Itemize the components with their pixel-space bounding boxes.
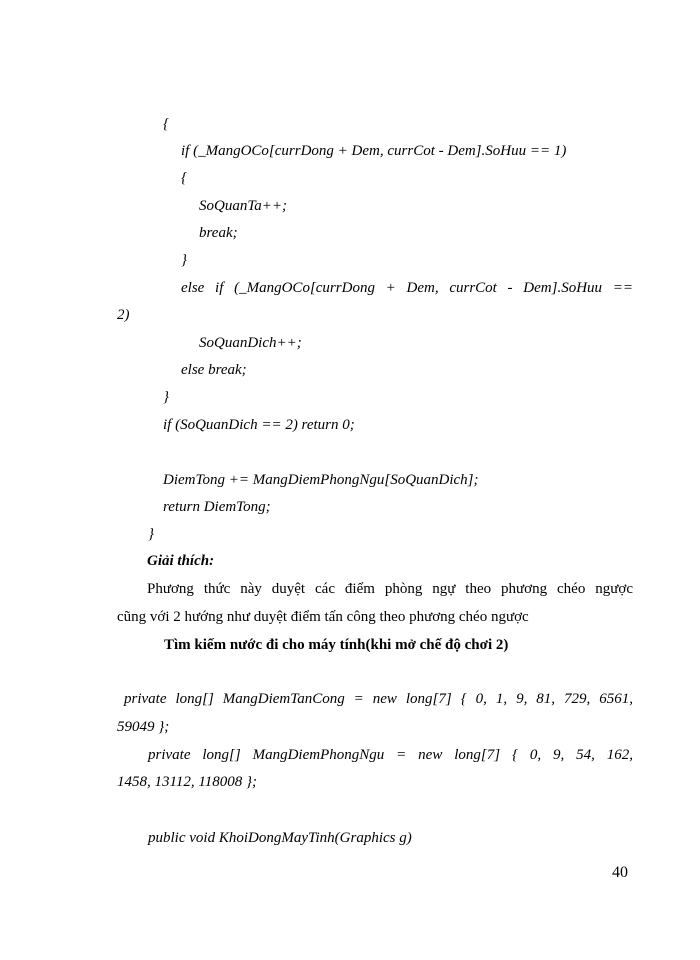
code-line-open-brace: { [163, 116, 169, 132]
code-line-else-if-sohuu-2: else if (_MangOCo[currDong + Dem, currCot - Dem].SoHuu == [181, 280, 633, 296]
code-line-if-soquandich-return: if (SoQuanDich == 2) return 0; [163, 417, 355, 433]
code-line-khoidongmaytinh: public void KhoiDongMayTinh(Graphics g) [148, 830, 412, 846]
code-line-mangdiemphongngu-continuation: 1458, 13112, 118008 }; [117, 774, 258, 790]
code-line-soquanta-increment: SoQuanTa++; [199, 198, 288, 214]
code-line-close-brace-inner: } [181, 252, 187, 268]
code-line-soquandich-increment: SoQuanDich++; [199, 335, 302, 351]
explanation-heading: Giải thích: [147, 553, 215, 569]
code-line-break: break; [199, 225, 238, 241]
code-line-if-sohuu-1: if (_MangOCo[currDong + Dem, currCot - Dem].SoHuu == 1) [181, 143, 567, 159]
code-line-method-close-brace: } [148, 526, 154, 542]
code-line-else-break: else break; [181, 362, 247, 378]
code-line-close-brace: } [163, 389, 169, 405]
code-line-else-if-continuation: 2) [117, 307, 130, 323]
code-line-mangdiemphongngu: private long[] MangDiemPhongNgu = new long[7] { 0, 9, 54, 162, [148, 747, 633, 763]
explanation-line-1: Phương thức này duyệt các điểm phòng ngự theo phương chéo ngược [147, 581, 633, 597]
code-line-mangdiemtancong-continuation: 59049 }; [117, 719, 170, 735]
code-line-mangdiemtancong: private long[] MangDiemTanCong = new long[7] { 0, 1, 9, 81, 729, 6561, [124, 691, 633, 707]
page-number: 40 [612, 864, 628, 881]
explanation-line-2: cũng với 2 hướng như duyệt điểm tấn công theo phương chéo ngược [117, 609, 529, 625]
section-title: Tìm kiếm nước đi cho máy tính(khi mở chế độ chơi 2) [164, 637, 509, 653]
code-line-return-diemtong: return DiemTong; [163, 499, 271, 515]
code-line-open-brace-inner: { [181, 170, 187, 186]
code-line-diemtong-add: DiemTong += MangDiemPhongNgu[SoQuanDich]; [163, 472, 479, 488]
